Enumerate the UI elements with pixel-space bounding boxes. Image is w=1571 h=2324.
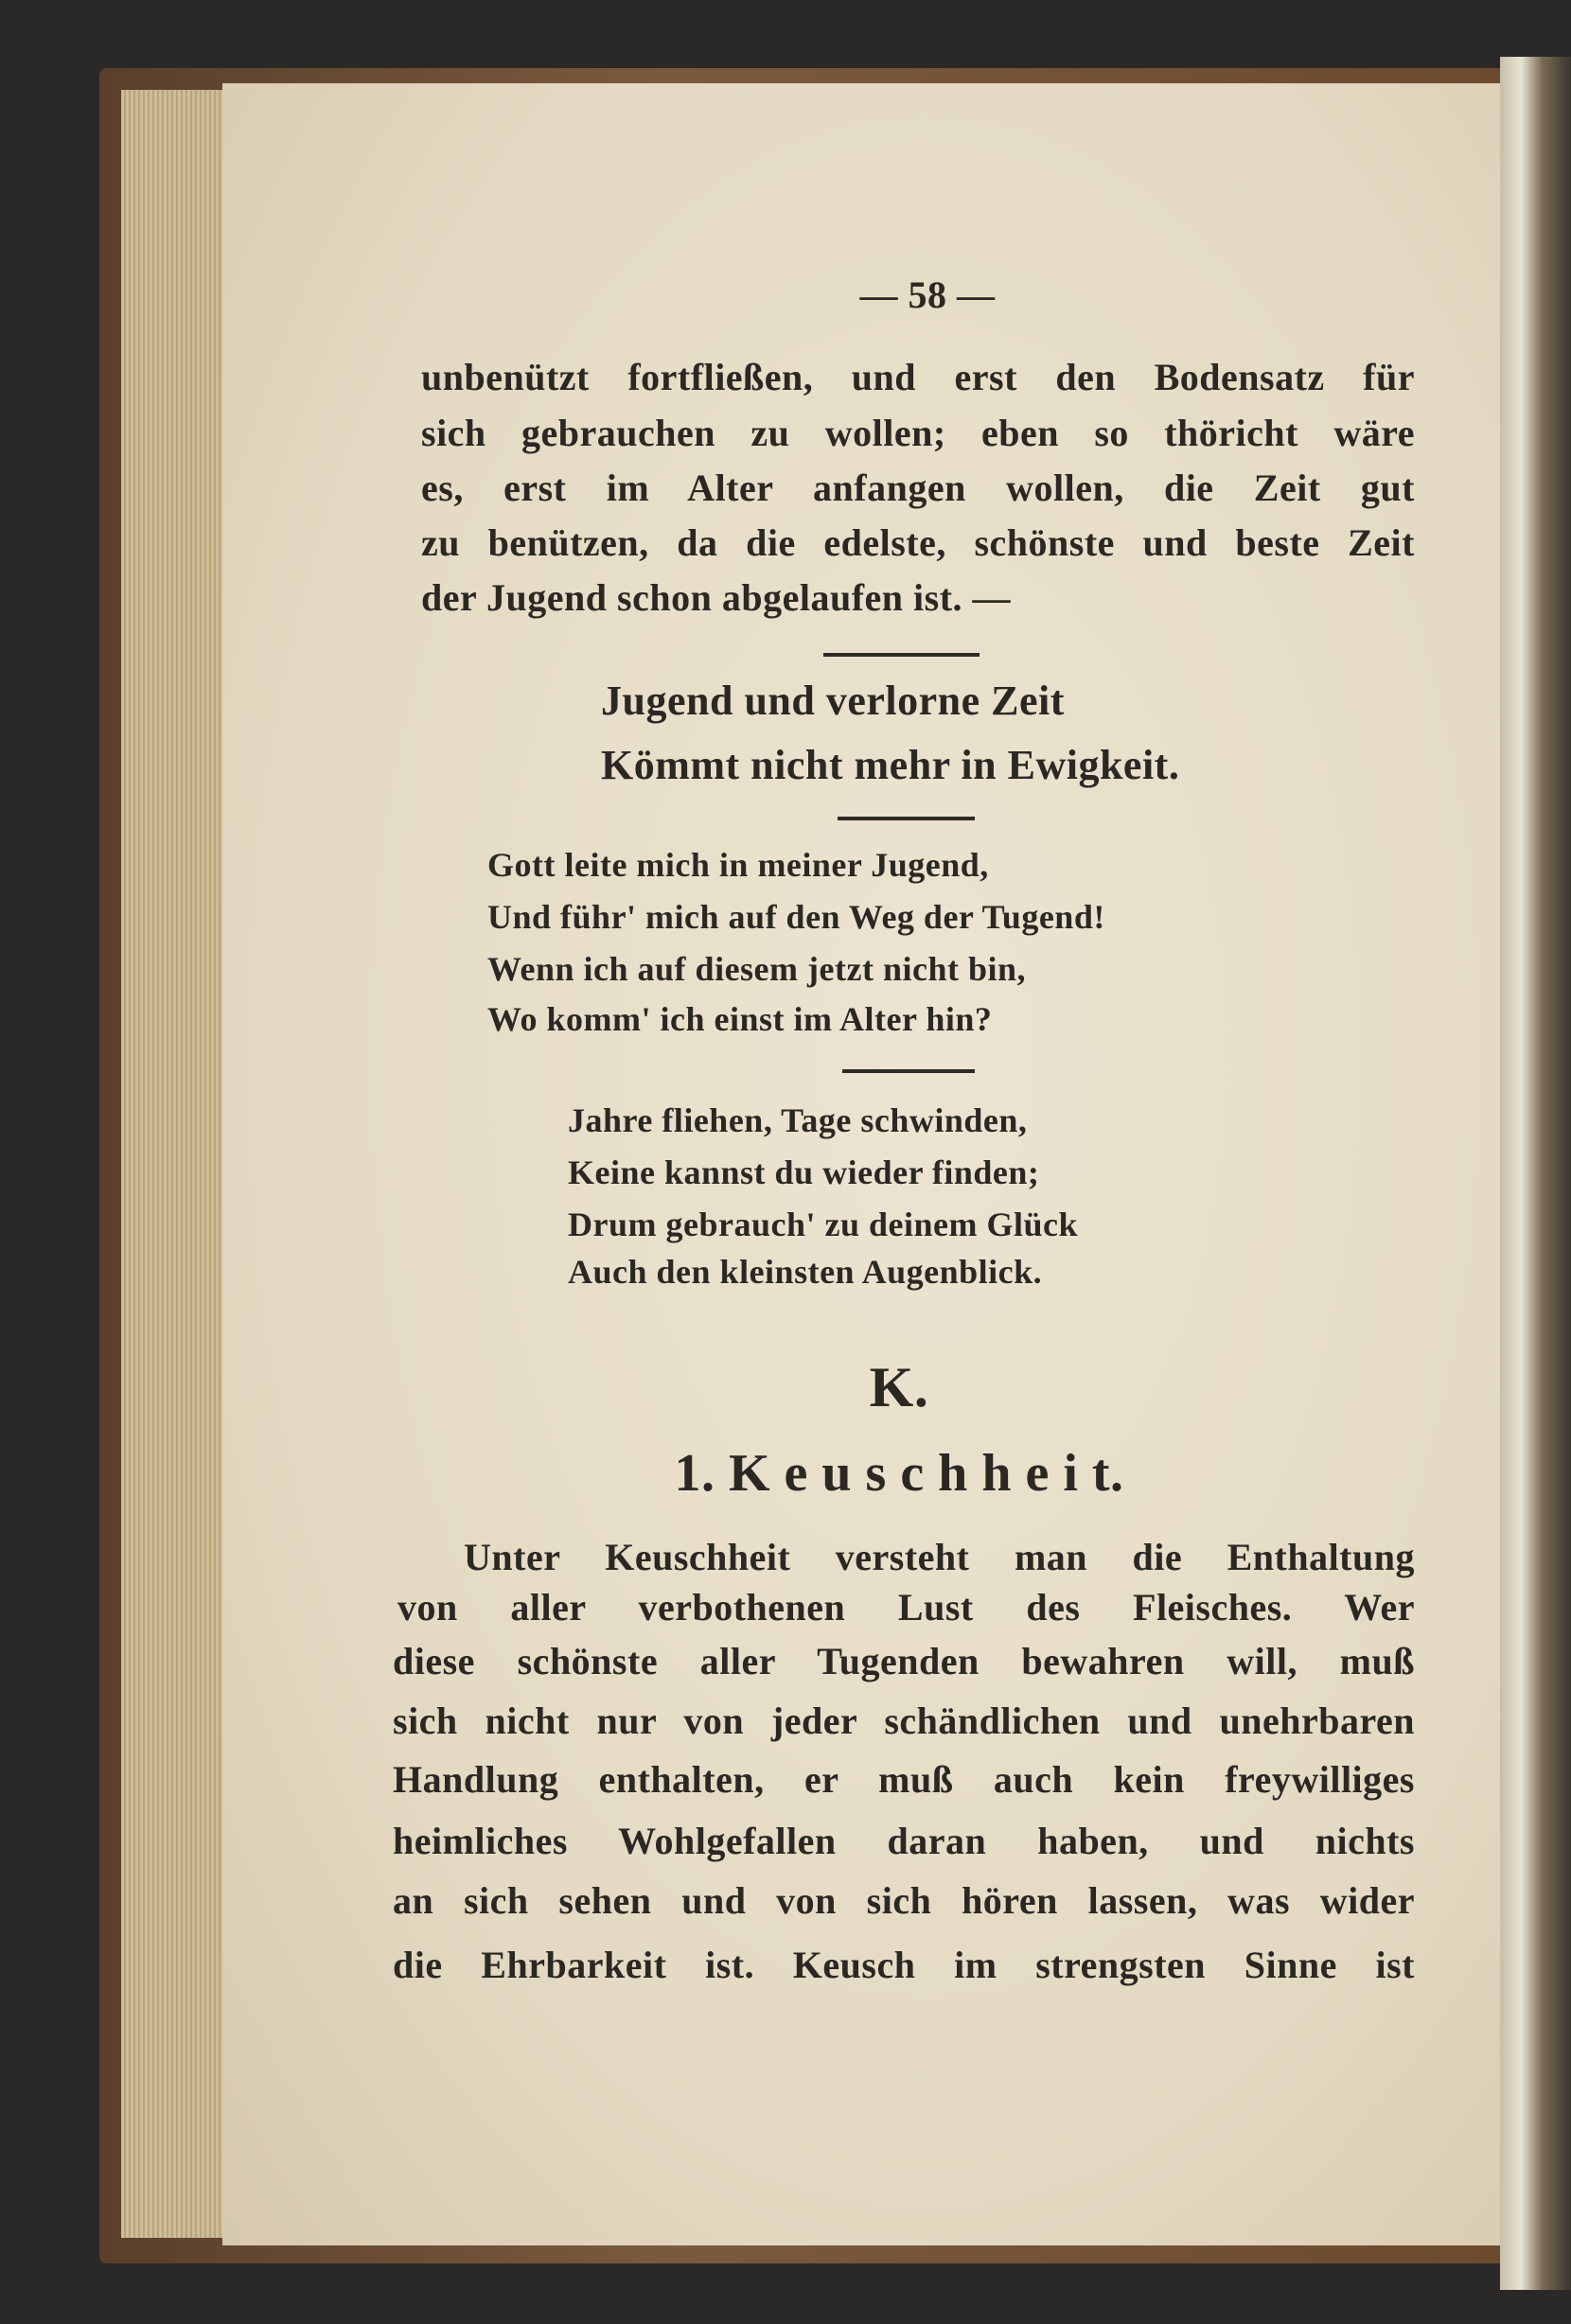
section-heading: 1. K e u s c h h e i t. [674, 1444, 1124, 1503]
intro-line: unbenützt fortfließen, und erst den Bodensatz für [421, 356, 1415, 398]
poem-line: Wo komm' ich einst im Alter hin? [487, 1000, 993, 1038]
divider [823, 653, 980, 657]
body-line: Handlung enthalten, er muß auch kein freywilliges [393, 1758, 1415, 1801]
poem-line: Auch den kleinsten Augenblick. [568, 1253, 1043, 1291]
poem-line: Gott leite mich in meiner Jugend, [487, 846, 989, 884]
body-line: von aller verbothenen Lust des Fleisches. Wer [397, 1586, 1415, 1629]
body-line: sich nicht nur von jeder schändlichen und unehrbaren [393, 1699, 1415, 1742]
divider [838, 817, 975, 820]
intro-line: der Jugend schon abgelaufen ist. — [421, 576, 1012, 619]
body-line: heimliches Wohlgefallen daran haben, und nichts [393, 1820, 1415, 1862]
body-line: an sich sehen und von sich hören lassen, was wider [393, 1879, 1415, 1922]
poem-line: Wenn ich auf diesem jetzt nicht bin, [487, 950, 1027, 988]
poem-line: Jahre fliehen, Tage schwinden, [568, 1101, 1028, 1139]
couplet-line: Jugend und verlorne Zeit [601, 678, 1065, 724]
body-line: Unter Keuschheit versteht man die Enthaltung [464, 1536, 1415, 1578]
page-number: — 58 — [859, 273, 996, 316]
intro-line: es, erst im Alter anfangen wollen, die Zeit gut [421, 467, 1415, 509]
intro-line: sich gebrauchen zu wollen; eben so thöricht wäre [421, 412, 1415, 454]
body-line: diese schönste aller Tugenden bewahren will, muß [393, 1640, 1415, 1682]
poem-line: Drum gebrauch' zu deinem Glück [568, 1206, 1079, 1243]
poem-line: Und führ' mich auf den Weg der Tugend! [487, 898, 1105, 936]
poem-line: Keine kannst du wieder finden; [568, 1153, 1040, 1191]
facing-page-edge [1500, 57, 1571, 2290]
body-line: die Ehrbarkeit ist. Keusch im strengsten Sinne ist [393, 1944, 1415, 1986]
couplet-line: Kömmt nicht mehr in Ewigkeit. [601, 742, 1180, 788]
intro-line: zu benützen, da die edelste, schönste und beste Zeit [421, 521, 1415, 564]
section-letter: K. [869, 1356, 929, 1418]
divider [842, 1069, 975, 1073]
